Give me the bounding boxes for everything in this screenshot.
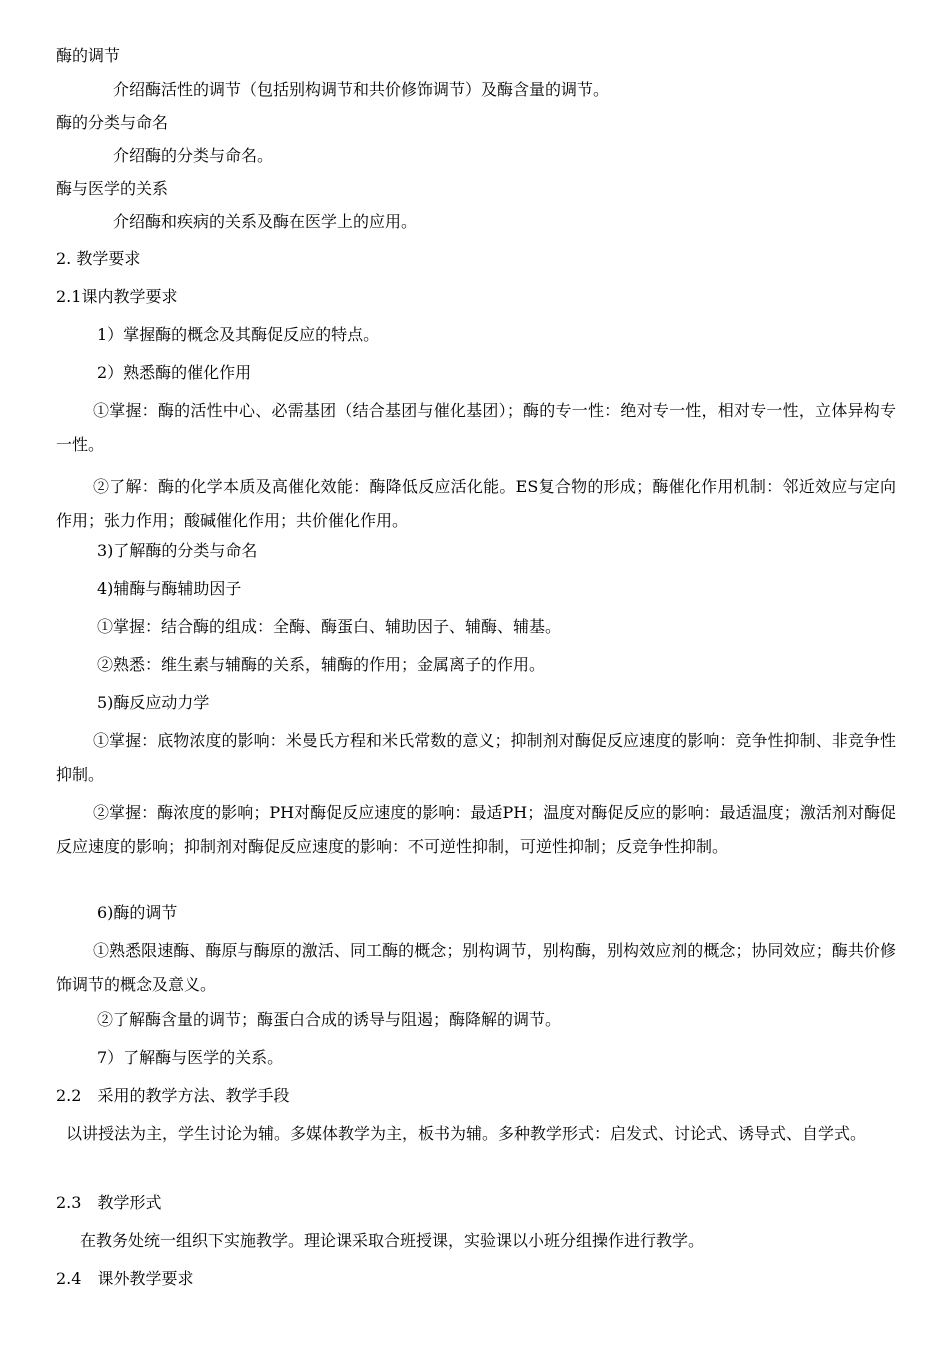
paragraph: ①掌握：底物浓度的影响：米曼氏方程和米氏常数的意义；抑制剂对酶促反应速度的影响：竞争性抑制、非竞争性抑制。 <box>56 731 896 784</box>
list-item: 2）熟悉酶的催化作用 <box>97 363 252 382</box>
paragraph: ①熟悉限速酶、酶原与酶原的激活、同工酶的概念；别构调节，别构酶，别构效应剂的概念；协同效应；酶共价修饰调节的概念及意义。 <box>56 941 896 994</box>
text-line: 在教务处统一组织下实施教学。理论课采取合班授课，实验课以小班分组操作进行教学。 <box>80 1231 705 1250</box>
list-item: 5)酶反应动力学 <box>97 693 210 712</box>
subsection-heading: 2.2 采用的教学方法、教学手段 <box>56 1086 290 1105</box>
paragraph: ①掌握：酶的活性中心、必需基团（结合基团与催化基团）；酶的专一性：绝对专一性，相对专一性，立体异构专一性。 <box>56 401 896 454</box>
paragraph <box>56 1117 896 1151</box>
list-item: ①掌握：结合酶的组成：全酶、酶蛋白、辅助因子、辅酶、辅基。 <box>97 617 562 636</box>
list-item: ②熟悉：维生素与辅酶的关系，辅酶的作用；金属离子的作用。 <box>97 655 546 674</box>
subsection-heading: 2.4 课外教学要求 <box>56 1269 194 1288</box>
text-line: 介绍酶活性的调节（包括别构调节和共价修饰调节）及酶含量的调节。 <box>113 80 610 99</box>
list-item: 3)了解酶的分类与命名 <box>97 541 258 560</box>
heading-enzyme-regulation: 酶的调节 <box>56 46 121 65</box>
list-item: ②了解酶含量的调节；酶蛋白合成的诱导与阻遏；酶降解的调节。 <box>97 1010 562 1029</box>
heading-enzyme-classification: 酶的分类与命名 <box>56 113 169 132</box>
paragraph: ②了解：酶的化学本质及高催化效能：酶降低反应活化能。ES复合物的形成；酶催化作用机制：邻近效应与定向作用；张力作用；酸碱催化作用；共价催化作用。 <box>56 477 896 530</box>
heading-enzyme-medicine: 酶与医学的关系 <box>56 179 169 198</box>
list-item: 7）了解酶与医学的关系。 <box>97 1048 284 1067</box>
text-line: 介绍酶和疾病的关系及酶在医学上的应用。 <box>113 212 418 231</box>
list-item: 6)酶的调节 <box>97 903 178 922</box>
paragraph-text: 以讲授法为主，学生讨论为辅。多媒体教学为主，板书为辅。多种教学形式：启发式、讨论式、诱导式、自学式。 <box>66 1124 867 1143</box>
list-item: 4)辅酶与酶辅助因子 <box>97 579 242 598</box>
text-line: 介绍酶的分类与命名。 <box>113 146 274 165</box>
list-item: 1）掌握酶的概念及其酶促反应的特点。 <box>97 325 380 344</box>
paragraph: ②掌握：酶浓度的影响；PH对酶促反应速度的影响：最适PH；温度对酶促反应的影响：最适温度；激活剂对酶促反应速度的影响；抑制剂对酶促反应速度的影响：不可逆性抑制，可逆性抑制；反竞争性抑制。 <box>56 803 896 856</box>
subsection-heading: 2.1课内教学要求 <box>56 287 178 306</box>
subsection-heading: 2.3 教学形式 <box>56 1193 162 1212</box>
section-heading: 2. 教学要求 <box>56 249 141 268</box>
